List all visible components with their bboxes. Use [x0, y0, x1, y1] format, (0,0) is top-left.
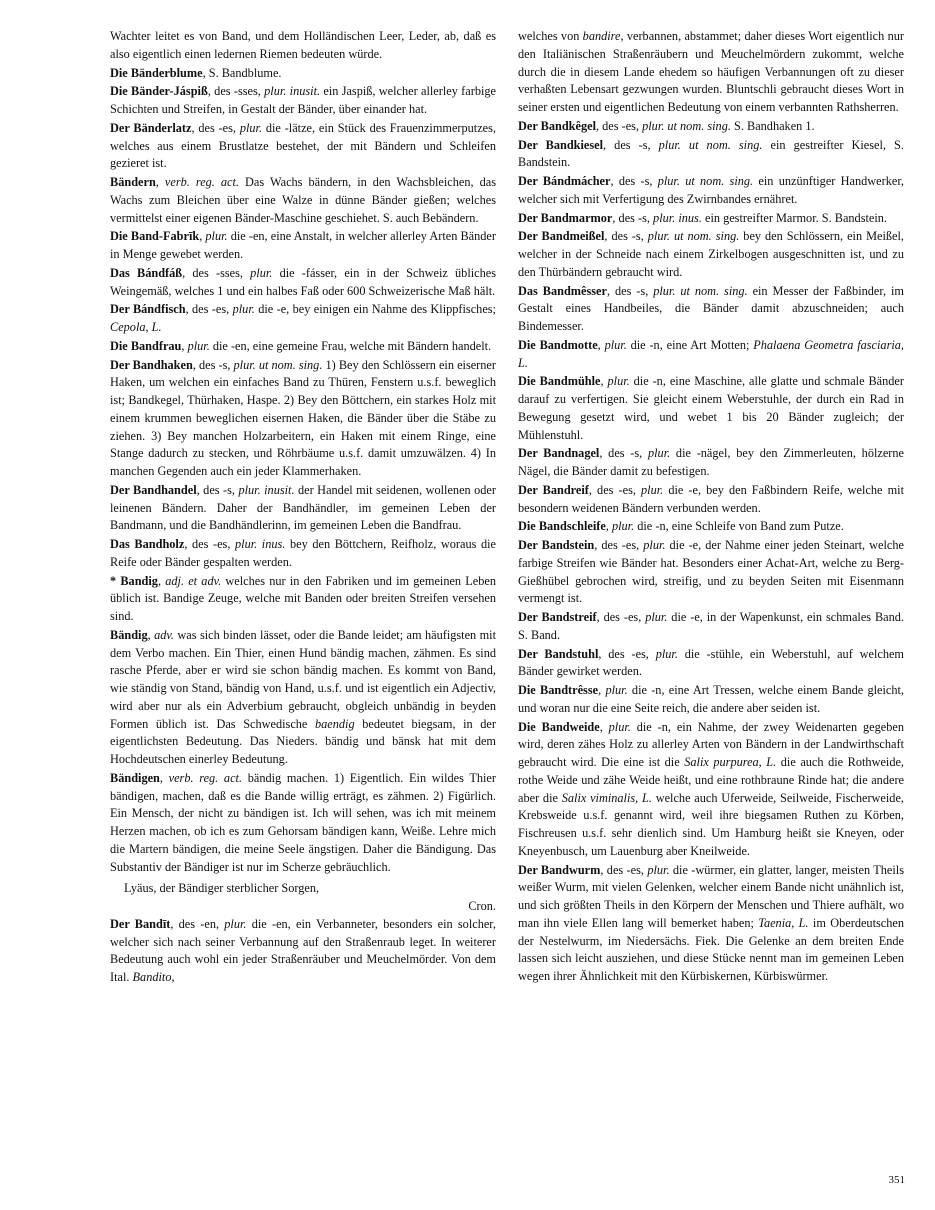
dictionary-entry	[518, 28, 904, 117]
entry-text: , des -s,	[599, 446, 648, 461]
entry-text: , des -es,	[191, 120, 240, 135]
dictionary-entry	[110, 338, 496, 356]
entry-text: ein gestreifter Marmor. S. Bandstein.	[701, 210, 888, 225]
entry-text: , des -es,	[600, 862, 648, 877]
dictionary-entry	[518, 518, 904, 536]
dictionary-entry	[518, 283, 904, 336]
dictionary-entry	[518, 137, 904, 173]
headword: Bändigen	[110, 770, 160, 785]
headword: Die Band-Fabrīk	[110, 229, 200, 244]
entry-text: die auch die Rothweide, rothe Weide und zähe Weide heißt, und eine rothbraune Rinde hat; die andere aber die	[518, 755, 904, 805]
entry-text: im Oberdeutschen der Nestelwurm, im Niedersächs. Fiek. Die Gelenke an dem breiten Ende lassen sich leicht ausziehen, und diese Stücke nennt man im gemeinen Leben wegen ihrer Ähnlichkeit mit den Kürbiskernen, Kürbiswürmer.	[518, 915, 904, 983]
entry-text: ein unzünftiger Handwerker, welcher sich mit Verfertigung des Zwirnbandes ernähret.	[518, 174, 905, 206]
entry-text: die -würmer, ein glatter, langer, meisten Theils weißer Wurm, mit vielen Gelenken, welcher einem Bande nicht unähnlich ist, und sich größten Theils in den Körpern der Menschen und Thiere aufhält, wo man ihn viele Ellen lang will bemerket haben;	[518, 862, 904, 930]
entry-text: bändig machen. 1) Eigentlich. Ein wildes Thier bändigen, machen, daß es die Bande willig erträgt, es zähmen. 2) Figürlich. Ein Mensch, der nicht zu bändigen ist. Ich will sehen, was ich mit meinem Herzen machen, ob ich es zum Gehorsam bändigen kann, Weiße. Lehre mich die Martern bändigen, die meine Seele ängstigen. Daher die Bändigung. Das Substantiv der Bändiger ist nur im Scherze gebräuchlich.	[110, 770, 496, 874]
entry-text: , des -es,	[598, 646, 656, 661]
italic-text: plur.	[655, 646, 678, 661]
headword: Das Bandmêsser	[518, 283, 607, 298]
dictionary-entry	[110, 120, 496, 173]
entry-text: die -en, eine gemeine Frau, welche mit Bändern handelt.	[209, 338, 492, 353]
entry-text: bey den Schlössern, ein Meißel, welcher in der Schneide nach einem Zirkelbogen ausgeschnitten ist, und zu den Thürbändern gebraucht wird.	[518, 229, 904, 279]
entry-text: , des -es,	[594, 538, 644, 552]
headword: Die Bandmühle	[518, 374, 601, 389]
headword: Die Bandweide	[518, 719, 600, 734]
headword: Der Bándfisch	[110, 302, 186, 317]
right-entries	[518, 28, 904, 986]
dictionary-entry	[518, 173, 904, 209]
headword: Der Bandstuhl	[518, 646, 599, 661]
dictionary-entry	[110, 770, 496, 877]
entry-text: was sich binden lässet, oder die Bande leidet; am häufigsten mit dem Verbo machen. Ein Thier, einen Hund bändig machen, zähmen. Es sind rasche Pferde, aber er wird sie schon bändig machen. Es kommt von Band, wie ständig von Stand, bändig von Hand, u.s.f. und ist eigentlich ein Adjectiv, wird aber nur als ein Adverbium gebraucht, obgleich unbändig in beyden Formen üblich ist. Das Schwedische	[110, 627, 496, 731]
dictionary-entry	[110, 301, 496, 337]
entry-text: welches von	[518, 29, 583, 43]
italic-text: plur. inus.	[653, 210, 702, 225]
entry-text: die -n, eine Maschine, alle glatte und schmale Bänder darauf zu verfertigen. Sie gleicht einem Weberstuhle, der durch ein Rad in Bewegung gesetzt wird, und webet 1 bis 20 Bänder zugleich; der Mühlenstuhl.	[518, 374, 904, 442]
entry-text: , des -es,	[185, 302, 233, 317]
italic-text: Bandito,	[132, 970, 175, 984]
dictionary-entry	[518, 373, 904, 444]
italic-text: plur. ut nom. sing.	[642, 118, 731, 133]
headword: Der Bandīt	[110, 916, 171, 931]
entry-text: bedeutet biegsam, in der eigentlichsten Bedeutung. Das Nieders. bändig und bänsk hat mit dem Hochdeutschen einerley Bedeutung.	[110, 716, 496, 766]
headword: Der Bandstein	[518, 538, 595, 552]
entry-text: die -fásser, ein in der Schweiz übliches Weingemäß, welches 1 und ein halbes Faß oder 600 Schweizerische Maß hält.	[110, 265, 497, 298]
italic-text: plur.	[643, 538, 666, 552]
page-number: 351	[888, 1174, 905, 1186]
headword: Die Bandmotte	[518, 337, 598, 352]
dictionary-entry	[110, 627, 496, 769]
italic-text: Salix viminalis, L.	[561, 790, 652, 805]
entry-text: die -n, ein Nahme, der zwey Weidenarten gegeben wird, deren zähes Holz zu allerley Arten von Bändern in der Landwirthschaft gebraucht wird. Die eine ist die	[518, 719, 904, 769]
entry-text: die -e, der Nahme einer jeden Steinart, welche farbige Streifen wie Bänder hat. Besonders einer Achat-Art, welche zu Berg-Gießhübel gebrochen wird, streifig, und zu beyden Seiten mit Eisenmann vermengt ist.	[518, 538, 904, 606]
dictionary-entry	[518, 482, 904, 518]
italic-text: Phalaena Geometra fasciaria, L.	[518, 337, 904, 370]
headword: Der Bandkêgel	[518, 118, 596, 133]
headword: Das Bándfáß	[110, 265, 183, 280]
entry-text: ,	[597, 337, 605, 352]
headword: Der Bandkiesel	[518, 137, 604, 152]
entry-text: ein Jaspiß, welcher allerley farbige Schichten und Streifen, in Gestalt der Bänder, über einander hat.	[110, 84, 496, 116]
headword: Der Bandreif	[518, 482, 589, 497]
italic-text: plur.	[608, 719, 631, 734]
italic-text: bandire,	[582, 29, 624, 43]
headword: Der Bandmarmor	[518, 210, 613, 225]
italic-text: plur.	[647, 862, 670, 877]
right-column	[518, 28, 904, 987]
entry-text: ein Messer der Faßbinder, im Gestalt eines Handbeiles, die Bänder damit abzuschneiden; auch Bindemesser.	[518, 283, 904, 333]
entry-text: ,	[147, 627, 155, 642]
dictionary-entry	[518, 719, 904, 861]
dictionary-entry	[110, 916, 496, 987]
entry-text: ,	[605, 519, 612, 534]
entry-text: ein gestreifter Kiesel, S. Bandstein.	[518, 137, 904, 170]
dictionary-entry	[110, 573, 496, 626]
headword: Der Bándmácher	[518, 174, 611, 188]
dictionary-entry	[518, 445, 904, 481]
italic-text: plur.	[232, 302, 255, 317]
headword: Die Bandfrau	[110, 338, 182, 353]
italic-text: adj. et adv.	[165, 573, 222, 588]
quote-line: Lyäus, der Bändiger sterblicher Sorgen,	[124, 881, 320, 896]
entry-text: welche auch Uferweide, Seilweide, Fischerweide, Krebsweide u.s.f. genannt wird, weil ihre biegsamen Ruthen zu Körben, Fischreusen u.s.f. sehr dienlich sind. Um Hamburg heißt sie Kneyen, oder Kneyenbusch, um Lauenburg aber Kneilweide.	[518, 790, 904, 858]
entry-text: die -n, eine Art Tressen, welche einem Bande gleicht, und woran nur die eine Seite reich, die andere aber seiden ist.	[518, 683, 904, 715]
italic-text: plur. ut nom. sing.	[653, 283, 748, 298]
dictionary-entry	[110, 83, 496, 119]
entry-text: , des -es,	[596, 610, 646, 624]
headword: Der Bandhaken	[110, 357, 193, 372]
italic-text: plur.	[645, 610, 668, 624]
entry-text: die -en, ein Verbanneter, besonders ein solcher, welcher sich nach seiner Verbannung auf den Straßenraub leget. In weiterer Bedeutung auch wohl ein jeder Straßenräuber und Meuchelmörder. Von dem Ital.	[110, 916, 496, 984]
italic-text: plur. inus.	[235, 537, 286, 551]
entry-text: ,	[159, 770, 169, 785]
entry-text: welches nur in den Fabriken und im gemeinen Leben üblich ist. Bandige Zeuge, welche mit Banden oder breiten Streifen versehen sind.	[110, 573, 496, 623]
headword: Der Bandhandel	[110, 482, 197, 497]
entry-text: , des -sses,	[207, 84, 265, 99]
entry-text: ,	[199, 229, 206, 244]
entry-text: , des -es,	[588, 482, 642, 497]
headword: * Bandig	[110, 573, 158, 588]
italic-text: verb. reg. act.	[164, 175, 240, 189]
entry-text: die -n, eine Schleife von Band zum Putze.	[634, 519, 844, 534]
dictionary-entry	[518, 862, 904, 986]
entry-text: , des -s,	[196, 482, 239, 497]
italic-text: verb. reg. act.	[168, 770, 243, 785]
dictionary-entry	[110, 265, 496, 301]
italic-text: plur. inusit.	[238, 482, 295, 497]
headword: Die Bänderblume	[110, 65, 203, 80]
entry-text: , des -es,	[184, 537, 235, 551]
italic-text: Taenia, L.	[758, 915, 809, 930]
entry-text: , des -sses,	[182, 265, 251, 280]
left-column	[110, 28, 496, 988]
italic-text: Salix purpurea, L.	[684, 755, 777, 769]
entry-text: , des -s,	[604, 229, 648, 244]
italic-text: plur. ut nom. sing.	[657, 174, 754, 188]
headword: Der Bänderlatz	[110, 120, 192, 135]
entry-text: die -lätze, ein Stück des Frauenzimmerputzes, welches aus einem Brustlatze bestehet, der mit Bändern und Schleifen gezieret ist.	[110, 120, 496, 171]
entry-text: Das Wachs bändern, in den Wachsbleichen, das Wachs zum Bleichen über eine Walze in dünne Bänder gießen; welches vermittelst einer eigenen Bänder-Maschine geschiehet. S. auch Bebändern.	[110, 175, 496, 225]
entry-text: die -nägel, bey den Zimmerleuten, hölzerne Nägel, die Bänder damit zu befestigen.	[518, 446, 904, 478]
italic-text: plur. ut nom. sing.	[233, 357, 323, 372]
entry-text: , S. Bandblume.	[202, 65, 282, 80]
entry-text: die -en, eine Anstalt, in welcher allerley Arten Bänder in Menge gewebet werden.	[110, 229, 496, 261]
headword: Der Bandwurm	[518, 862, 601, 877]
dictionary-entry	[110, 228, 496, 264]
entry-text: , des -en,	[170, 916, 225, 931]
italic-text: adv.	[154, 627, 175, 642]
entry-text: ,	[599, 719, 609, 734]
dictionary-entry	[518, 210, 904, 228]
entry-text: , des -s,	[612, 210, 654, 225]
italic-text: plur.	[611, 519, 635, 534]
dictionary-entry	[518, 118, 904, 136]
italic-text: plur.	[607, 374, 630, 389]
headword: Der Bandnagel	[518, 446, 600, 461]
entry-text: ,	[155, 175, 165, 189]
dictionary-entry	[110, 357, 496, 481]
italic-text: plur.	[205, 229, 228, 244]
entry-text: bey den Böttchern, Reifholz, woraus die Reife oder Bänder gespalten werden.	[110, 537, 497, 569]
italic-text: plur.	[239, 120, 263, 135]
headword: Bändern	[110, 175, 156, 189]
italic-text: plur. ut nom. sing.	[647, 229, 740, 244]
italic-text: baendig	[315, 716, 355, 731]
dictionary-entry	[110, 482, 496, 535]
dictionary-entry	[518, 682, 904, 718]
dictionary-entry	[110, 28, 496, 64]
entry-text: ,	[600, 374, 608, 389]
quote-citation: Cron.	[468, 899, 496, 913]
dictionary-entry	[110, 174, 496, 227]
dictionary-entry	[110, 65, 496, 83]
entry-text: , des -s,	[603, 137, 659, 152]
headword: Der Bandmeißel	[518, 229, 605, 244]
entry-text: ,	[598, 683, 606, 697]
entry-text: die -e, in der Wapenkunst, ein schmales Band. S. Band.	[518, 610, 904, 642]
italic-text: plur.	[187, 338, 210, 353]
headword: Die Bänder-Jáspiß	[110, 84, 208, 99]
entry-text: verbannen, abstammet; daher dieses Wort eigentlich nur den Italiänischen Straßenräubern und Meuchelmördern zukommt, welche durch die in diesem Lande ehedem so häufigen Verbannungen oft zu dieser verhaßten Lebensart gezwungen wurden. Bluntschli gebraucht dieses Wort in seiner ersten und eigentlichen Bedeutung von einem verbannten Rathsherren.	[518, 29, 904, 114]
entry-text: 1) Bey den Schlössern ein eiserner Haken, um welchen ein einfaches Band zu Thüren, Fenstern u.s.f. beweglich ist; Bandkegel, Thürhaken, Haspe. 2) Bey den Böttchern, ein starkes Holz mit einem krummen beweglichen eisernen Haken, die Bänder über die Stäbe zu ziehen. 3) Bey manchen Holzarbeitern, ein Haken mit einem Ringe, eine Stange dadurch zu stecken, und Röhrbäume u.s.f. damit umzuwälzen. 4) In manchen Gegenden auch ein jeder Klammerhaken.	[110, 357, 496, 478]
headword: Das Bandholz	[110, 537, 185, 551]
italic-text: plur.	[647, 446, 671, 461]
entry-text: , des -s,	[606, 283, 654, 298]
entry-text: , des -es,	[596, 118, 643, 133]
italic-text: plur.	[605, 683, 628, 697]
headword: Die Bandschleife	[518, 519, 606, 534]
entry-text: ,	[181, 338, 188, 353]
dictionary-entry	[518, 337, 904, 373]
dictionary-entry	[518, 228, 904, 281]
entry-text: der Handel mit seidenen, wollenen oder leinenen Bändern. Daher der Bandhändler, im gemeinen Leben der Bandmann, und die Bandhändlerinn, im gemeinen Leben die Bandfrau.	[110, 482, 496, 533]
italic-text: Cepola, L.	[110, 320, 162, 334]
left-tail-entries	[110, 916, 496, 987]
entry-text: die -n, eine Art Motten;	[626, 337, 754, 352]
dictionary-entry	[518, 537, 904, 608]
italic-text: plur.	[224, 916, 247, 931]
italic-text: plur.	[604, 337, 627, 352]
italic-text: plur. ut nom. sing.	[658, 137, 763, 152]
headword: Die Bandtrêsse	[518, 683, 599, 697]
dictionary-entry	[518, 646, 904, 682]
entry-text: die -e, bey den Faßbindern Reife, welche mit besondern weidenen Bändern verbunden werden.	[518, 482, 904, 515]
entry-text: Wachter leitet es von Band, und dem Holländischen Leer, Leder, ab, daß es also eigentlich einen ledernen Riemen bedeuten würde.	[110, 29, 496, 61]
headword: Bändig	[110, 627, 148, 642]
entry-text: , des -s,	[192, 357, 234, 372]
entry-text: die -stühle, ein Weberstuhl, auf welchem Bänder gewirket werden.	[518, 646, 904, 679]
headword: Der Bandstreif	[518, 610, 597, 624]
left-entries	[110, 28, 496, 876]
entry-text: , des -s,	[610, 174, 658, 188]
dictionary-entry	[518, 609, 904, 645]
italic-text: plur. inusit.	[264, 84, 321, 99]
entry-text: ,	[157, 573, 166, 588]
italic-text: plur.	[641, 482, 664, 497]
entry-text: die -e, bey einigen ein Nahme des Klippfisches;	[254, 302, 496, 317]
dictionary-entry	[110, 536, 496, 572]
italic-text: plur.	[250, 265, 273, 280]
entry-text: S. Bandhaken 1.	[730, 118, 815, 133]
